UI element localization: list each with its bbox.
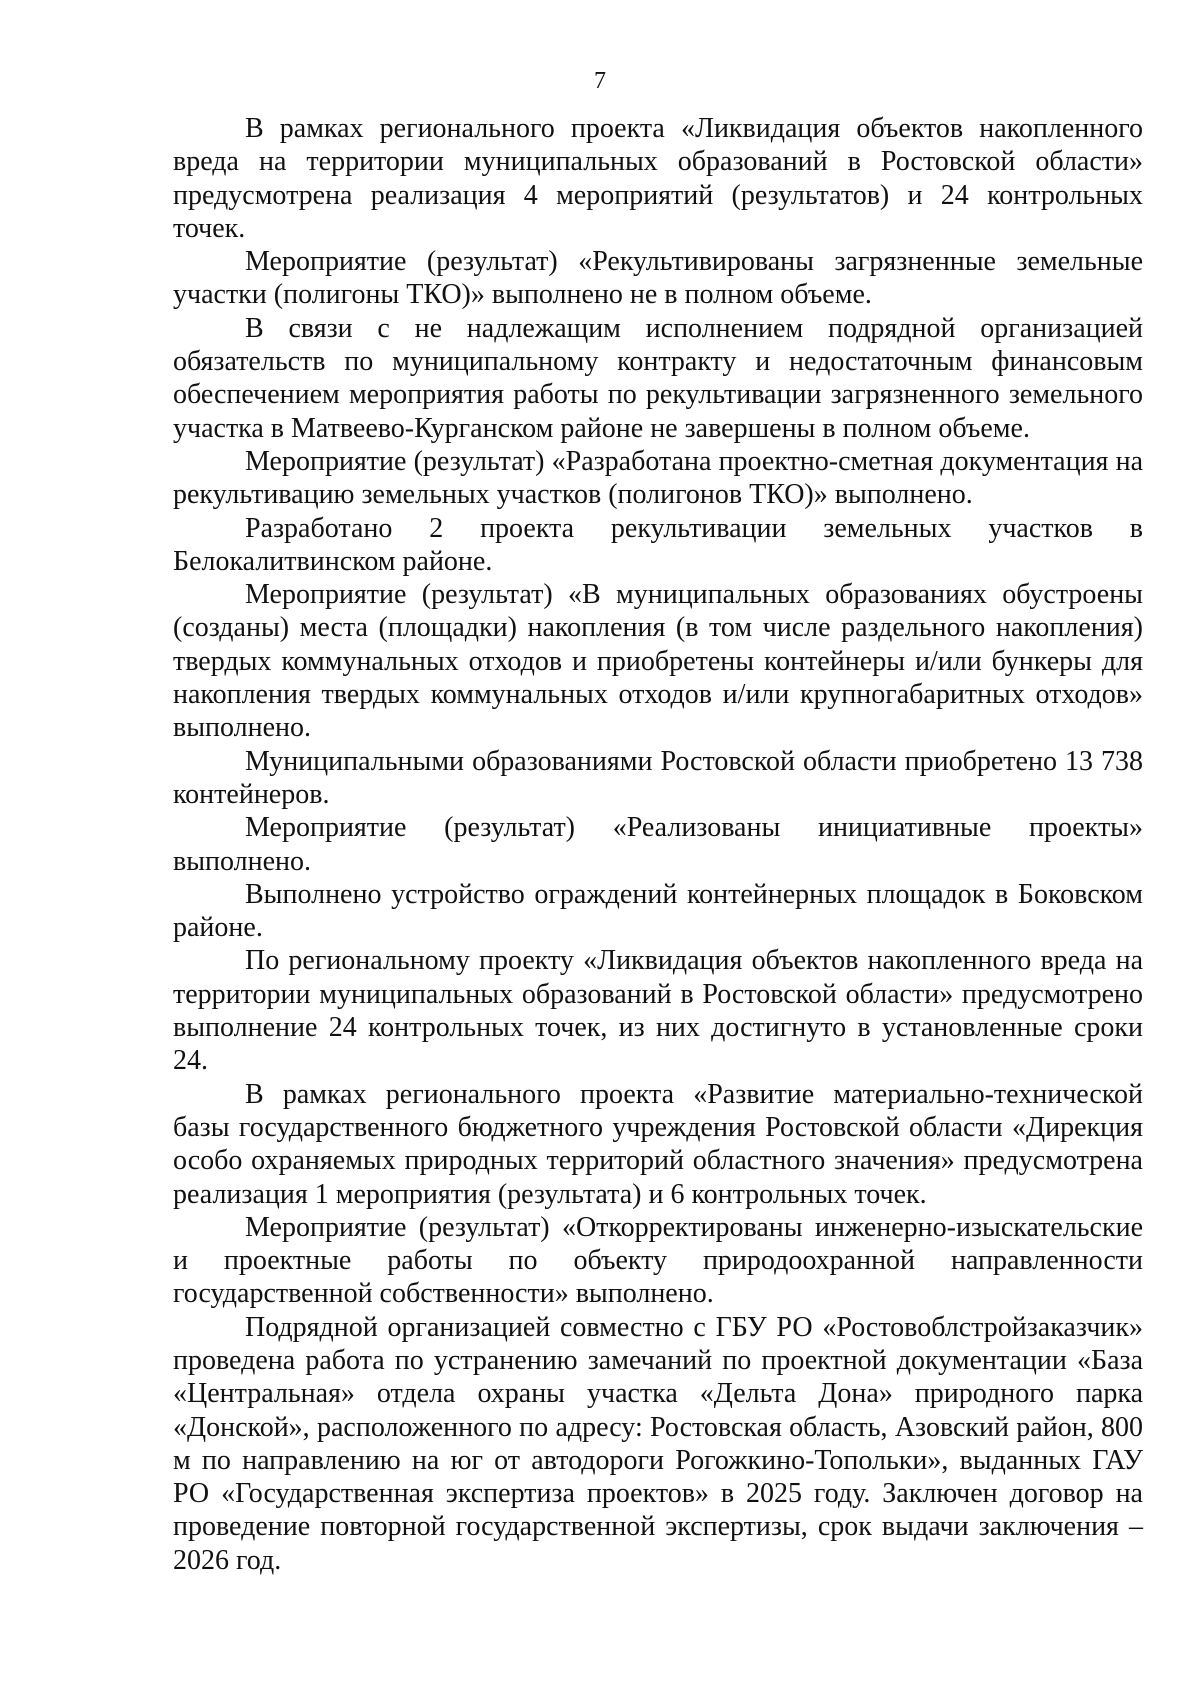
paragraph: Подрядной организацией совместно с ГБУ РО «Ростовоблстройзаказчик» проведена работа по устранению замечаний по проектной документации «База «Центральная» отдела охраны участка «Дельта Дона» природного парка «Донской», расположенного по адресу: Ростовская область, Азовский район, 800 м по направлению на юг от автодороги Рогожкино-Топольки», выданных ГАУ РО «Государственная экспертиза проектов» в 2025 году. Заключен договор на проведение повторной государственной экспертизы, срок выдачи заключения – 2026 год. <box>173 1311 1143 1576</box>
page-number: 7 <box>594 68 606 94</box>
paragraph: В рамках регионального проекта «Развитие материально-технической базы государственного бюджетного учреждения Ростовской области «Дирекция особо охраняемых природных территорий областного значения» предусмотрена реализация 1 мероприятия (результата) и 6 контрольных точек. <box>173 1078 1143 1210</box>
paragraph: Разработано 2 проекта рекультивации земельных участков в Белокалитвинском районе. <box>173 512 1143 577</box>
paragraph: Мероприятие (результат) «В муниципальных образованиях обустроены (созданы) места (площадки) накопления (в том числе раздельного накопления) твердых коммунальных отходов и приобретены контейнеры и/или бункеры для накопления твердых коммунальных отходов и/или крупногабаритных отходов» выполнено. <box>173 579 1143 744</box>
paragraph: Мероприятие (результат) «Рекультивированы загрязненные земельные участки (полигоны ТКО)» выполнено не в полном объеме. <box>173 246 1143 311</box>
paragraph: В связи с не надлежащим исполнением подрядной организацией обязательств по муниципальному контракту и недостаточным финансовым обеспечением мероприятия работы по рекультивации загрязненного земельного участка в Матвеево-Курганском районе не завершены в полном объеме. <box>173 312 1143 444</box>
paragraph: Выполнено устройство ограждений контейнерных площадок в Боковском районе. <box>173 878 1143 944</box>
paragraph: Мероприятие (результат) «Реализованы инициативные проекты» выполнено. <box>173 812 1143 877</box>
paragraph: Мероприятие (результат) «Разработана проектно-сметная документация на рекультивацию земельных участков (полигонов ТКО)» выполнено. <box>173 445 1143 511</box>
paragraph: По региональному проекту «Ликвидация объектов накопленного вреда на территории муниципальных образований в Ростовской области» предусмотрено выполнение 24 контрольных точек, из них достигнуто в установленные сроки 24. <box>173 945 1143 1077</box>
document-body <box>173 112 1143 1577</box>
paragraph: В рамках регионального проекта «Ликвидация объектов накопленного вреда на территории муниципальных образований в Ростовской области» предусмотрена реализация 4 мероприятий (результатов) и 24 контрольных точек. <box>173 113 1143 244</box>
paragraph: Муниципальными образованиями Ростовской области приобретено 13 738 контейнеров. <box>173 745 1143 810</box>
paragraph: Мероприятие (результат) «Откорректированы инженерно-изыскательские и проектные работы по объекту природоохранной направленности государственной собственности» выполнено. <box>173 1211 1143 1310</box>
